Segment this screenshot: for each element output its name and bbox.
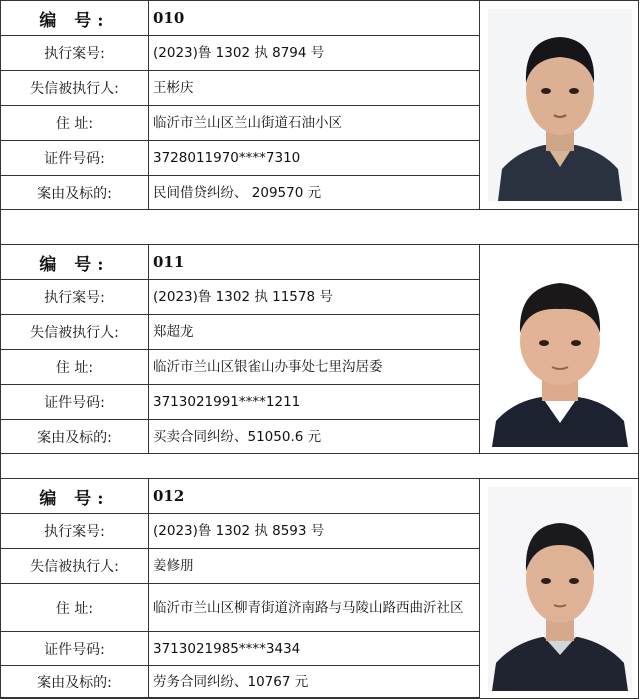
value-id-no: 3713021991****1211 [153, 394, 301, 410]
label-reason: 案由及标的: [1, 176, 149, 209]
row-person [1, 315, 479, 350]
value-case-no: (2023)鲁 1302 执 8593 号 [153, 523, 325, 539]
row-person [1, 549, 479, 584]
value-person: 王彬庆 [153, 80, 194, 96]
portrait-image [488, 9, 632, 201]
label-address: 住 址: [1, 106, 149, 140]
row-address [1, 350, 479, 385]
value-id-no: 3728011970****7310 [153, 150, 301, 166]
value-person: 郑超龙 [153, 324, 194, 340]
separator [0, 210, 639, 244]
separator [0, 454, 639, 478]
row-case-no [1, 514, 479, 549]
value-number: 011 [153, 253, 185, 271]
row-id-no [1, 141, 479, 176]
row-case-no [1, 36, 479, 71]
label-number: 编 号: [1, 245, 149, 279]
label-case-no: 执行案号: [1, 36, 149, 70]
row-reason [1, 666, 479, 698]
portrait-photo [479, 245, 638, 453]
value-reason: 买卖合同纠纷、51050.6 元 [153, 428, 322, 445]
label-person: 失信被执行人: [1, 71, 149, 105]
value-case-no: (2023)鲁 1302 执 8794 号 [153, 45, 325, 61]
label-number: 编 号: [1, 1, 149, 35]
row-person [1, 71, 479, 106]
value-case-no: (2023)鲁 1302 执 11578 号 [153, 289, 333, 305]
portrait-photo [479, 1, 638, 209]
row-number [1, 245, 479, 280]
record-011 [0, 244, 639, 454]
label-address: 住 址: [1, 350, 149, 384]
label-address: 住 址: [1, 584, 149, 631]
label-id-no: 证件号码: [1, 141, 149, 175]
row-case-no [1, 280, 479, 315]
row-id-no [1, 632, 479, 666]
value-reason: 劳务合同纠纷、10767 元 [153, 673, 309, 690]
row-reason [1, 420, 479, 454]
portrait-image [488, 253, 632, 447]
row-number [1, 1, 479, 36]
record-010 [0, 0, 639, 210]
label-person: 失信被执行人: [1, 315, 149, 349]
label-id-no: 证件号码: [1, 632, 149, 665]
row-address [1, 106, 479, 141]
record-012 [0, 478, 639, 699]
portrait-image [488, 487, 632, 691]
label-person: 失信被执行人: [1, 549, 149, 583]
label-id-no: 证件号码: [1, 385, 149, 419]
value-address: 临沂市兰山区兰山街道石油小区 [153, 115, 342, 131]
label-reason: 案由及标的: [1, 666, 149, 697]
value-address: 临沂市兰山区银雀山办事处七里沟居委 [153, 359, 383, 375]
value-reason: 民间借贷纠纷、 209570 元 [153, 184, 322, 201]
value-number: 012 [153, 487, 185, 505]
value-person: 姜修朋 [153, 558, 194, 574]
value-number: 010 [153, 9, 185, 27]
label-case-no: 执行案号: [1, 514, 149, 548]
label-reason: 案由及标的: [1, 420, 149, 453]
value-address: 临沂市兰山区柳青街道济南路与马陵山路西曲沂社区 [153, 599, 464, 616]
value-id-no: 3713021985****3434 [153, 640, 301, 657]
row-id-no [1, 385, 479, 420]
row-number [1, 479, 479, 514]
label-case-no: 执行案号: [1, 280, 149, 314]
row-reason [1, 176, 479, 210]
portrait-photo [479, 479, 638, 698]
row-address [1, 584, 479, 632]
label-number: 编 号: [1, 479, 149, 513]
